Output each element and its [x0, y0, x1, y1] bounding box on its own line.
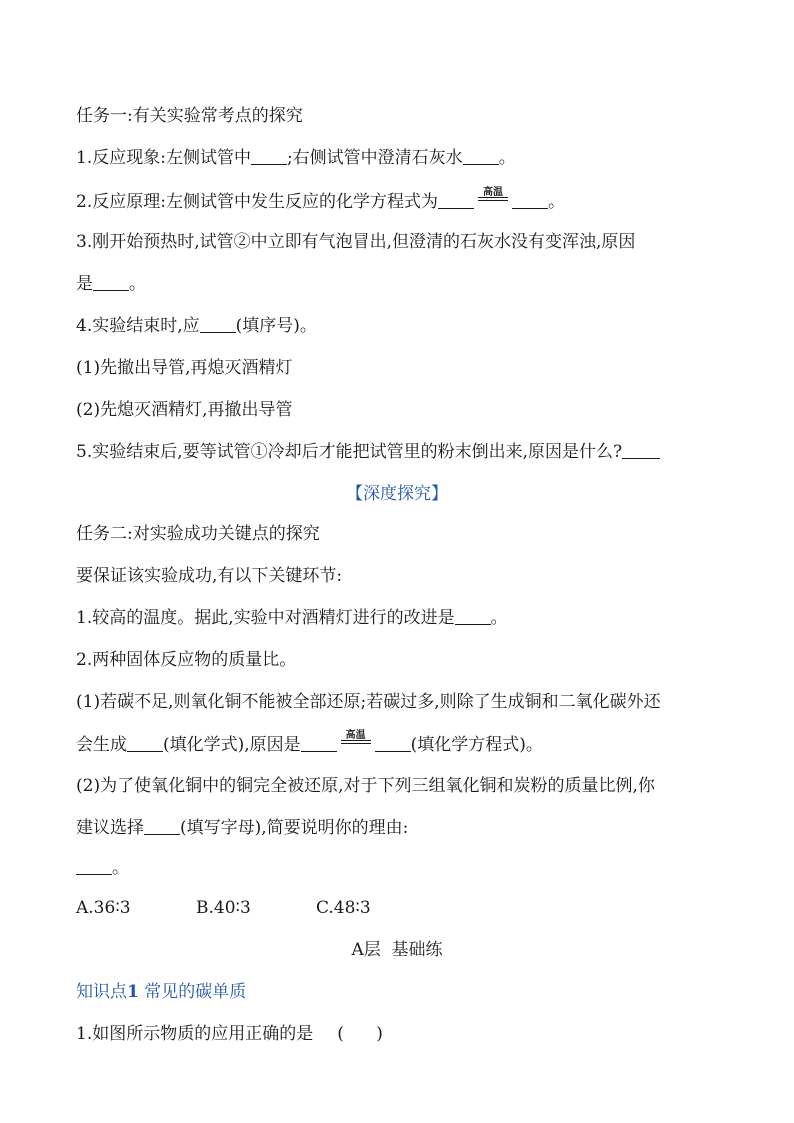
answer-blank[interactable]	[463, 148, 499, 165]
task2-k2-2-line1: (2)为了使氧化铜中的铜完全被还原,对于下列三组氧化铜和炭粉的质量比例,你	[76, 776, 655, 796]
answer-parentheses[interactable]: ( )	[337, 1024, 383, 1044]
answer-blank[interactable]	[251, 148, 287, 165]
task1-title: 任务一:有关实验常考点的探究	[76, 106, 303, 126]
task2-key-2: 2.两种固体反应物的质量比。	[76, 650, 297, 670]
task1-question-2	[76, 189, 565, 214]
high-temp-condition	[476, 189, 510, 209]
answer-blank[interactable]	[200, 316, 236, 333]
answer-blank[interactable]	[301, 735, 337, 752]
answer-blank[interactable]	[455, 608, 491, 625]
answer-blank[interactable]	[144, 818, 180, 835]
answer-blank[interactable]	[127, 735, 163, 752]
task1-question-5	[76, 440, 660, 464]
q1-text-c: 。	[498, 148, 516, 168]
q1-text-b: ;右侧试管中澄清石灰水	[286, 148, 463, 168]
k21-text-a: 会生成	[76, 735, 127, 755]
q1-text-a: 1.反应现象:左侧试管中	[76, 148, 251, 168]
section-a-heading	[0, 938, 794, 962]
task1-question-3-line2	[76, 272, 146, 296]
section-deep-heading: 【深度探究】	[346, 484, 448, 504]
k22-text-b: (填写字母),简要说明你的理由:	[180, 818, 409, 838]
k22-text-c: 。	[112, 858, 129, 878]
final-question	[76, 1022, 383, 1046]
k1-text-c: 。	[490, 608, 508, 628]
condition-label: 高温	[345, 730, 366, 741]
q4-text-b: (填序号)。	[235, 316, 317, 336]
task2-k2-1-line2	[76, 732, 543, 757]
condition-label: 高温	[482, 187, 503, 198]
answer-blank[interactable]	[438, 192, 474, 209]
k22-text-a: 建议选择	[76, 818, 144, 838]
task2-intro: 要保证该实验成功,有以下关键环节:	[76, 566, 343, 586]
task2-k2-2-line3	[76, 856, 129, 880]
task2-k2-1-line1: (1)若碳不足,则氧化铜不能被全部还原;若碳过多,则除了生成铜和二氧化碳外还	[76, 692, 661, 712]
k21-text-b: (填化学式),原因是	[163, 735, 301, 755]
q4-text-a: 4.实验结束时,应	[76, 316, 200, 336]
option-a: A.36∶3	[76, 898, 131, 918]
answer-blank[interactable]	[76, 858, 112, 875]
q5-text: 5.实验结束后,要等试管①冷却后才能把试管里的粉末倒出来,原因是什么?	[76, 442, 623, 462]
knowledge-number: 1	[127, 982, 139, 1002]
task2-title: 任务二:对实验成功关键点的探究	[76, 524, 320, 544]
final-question-text: 1.如图所示物质的应用正确的是	[76, 1024, 314, 1044]
section-a-title: A层 基础练	[351, 940, 443, 960]
task1-question-3-line1: 3.刚开始预热时,试管②中立即有气泡冒出,但澄清的石灰水没有变浑浊,原因	[76, 232, 636, 252]
k1-text-a: 1.较高的温度。据此,实验中对酒精灯进行的改进是	[76, 608, 455, 628]
task1-question-1	[76, 146, 516, 170]
task2-k2-2-line2	[76, 816, 408, 840]
knowledge-point-heading	[76, 980, 246, 1004]
task1-question-4	[76, 314, 317, 338]
knowledge-label: 知识点	[76, 982, 127, 1002]
answer-blank[interactable]	[512, 192, 548, 209]
option-c: C.48∶3	[316, 898, 371, 918]
high-temp-condition	[339, 732, 373, 752]
k21-text-c: (填化学方程式)。	[410, 735, 543, 755]
q3-text-a: 是	[76, 274, 93, 294]
q4-option-2: (2)先熄灭酒精灯,再撤出导管	[76, 400, 293, 420]
q2-text-a: 2.反应原理:左侧试管中发生反应的化学方程式为	[76, 192, 438, 212]
answer-blank[interactable]	[93, 274, 129, 291]
q4-option-1: (1)先撤出导管,再熄灭酒精灯	[76, 358, 293, 378]
knowledge-text: 常见的碳单质	[138, 982, 247, 1002]
option-b: B.40∶3	[196, 898, 251, 918]
ratio-options	[76, 896, 371, 920]
answer-blank[interactable]	[622, 442, 660, 459]
answer-blank[interactable]	[375, 735, 411, 752]
task2-key-1	[76, 606, 508, 630]
q3-text-c: 。	[129, 274, 146, 294]
q2-text-c: 。	[547, 192, 565, 212]
